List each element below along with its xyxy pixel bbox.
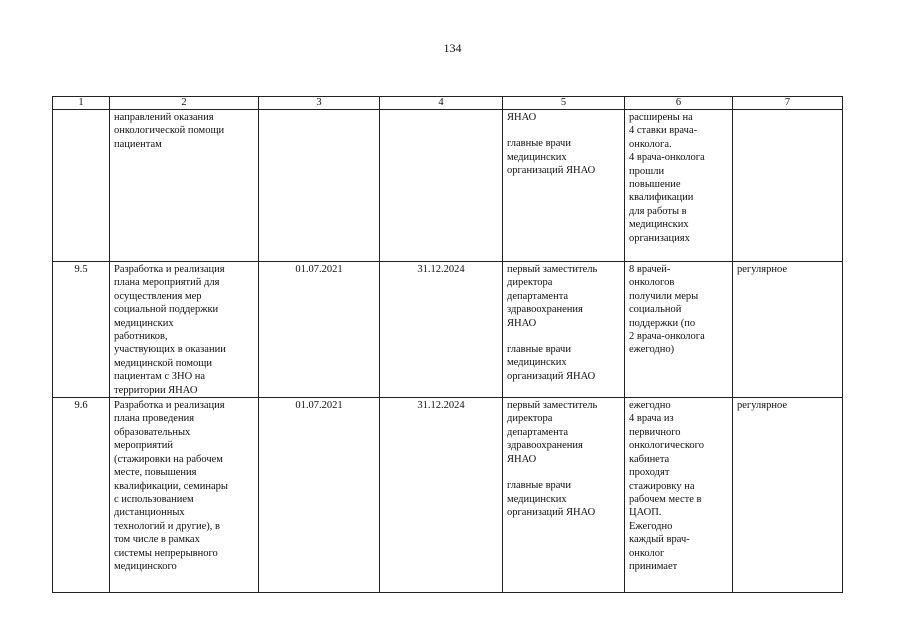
column-header-3: 3 <box>259 97 380 110</box>
end-date-cell <box>380 110 503 262</box>
activity-cell <box>110 110 259 262</box>
result-line: проходят <box>629 467 670 479</box>
activity-line: (стажировки на рабочем <box>114 453 223 465</box>
responsible-cell <box>503 110 625 262</box>
result-line: организациях <box>629 232 690 244</box>
result-line: ЦАОП. <box>629 507 662 519</box>
responsible-line: департамента <box>507 426 569 438</box>
activity-line: социальной поддержки <box>114 304 219 316</box>
activity-cell <box>110 398 259 593</box>
result-line: повышение <box>629 179 681 191</box>
result-line: прошли <box>629 165 665 177</box>
result-line: для работы в <box>629 205 687 217</box>
responsible-line: здравоохранения <box>507 304 583 316</box>
row-number-cell: 9.6 <box>53 398 110 593</box>
table-row <box>53 110 843 262</box>
result-line: принимает <box>629 560 678 572</box>
header-row <box>53 97 843 110</box>
result-line: 8 врачей- <box>629 264 671 275</box>
activity-line: плана мероприятий для <box>114 277 220 289</box>
responsible-line: департамента <box>507 290 569 302</box>
result-line: 4 врача-онколога <box>629 152 705 164</box>
result-line: каждый врач- <box>629 534 690 546</box>
activity-line: Разработка и реализация <box>114 400 225 412</box>
type-cell <box>733 110 843 262</box>
result-cell <box>625 398 733 593</box>
activity-line: с использованием <box>114 493 194 505</box>
table-row <box>53 398 843 593</box>
activity-line: мероприятий <box>114 440 173 452</box>
activity-line: работников, <box>114 331 168 343</box>
column-header-2: 2 <box>110 97 259 110</box>
result-line: стажировку на <box>629 480 695 492</box>
result-line: онколог <box>629 547 665 559</box>
activity-line: квалификации, семинары <box>114 480 228 492</box>
table-row <box>53 262 843 398</box>
result-line: медицинских <box>629 219 689 231</box>
row-number-cell: 9.5 <box>53 262 110 398</box>
result-line: получили меры <box>629 290 699 302</box>
activity-line: Разработка и реализация <box>114 264 225 275</box>
result-cell <box>625 262 733 398</box>
result-line: онкологического <box>629 440 704 452</box>
result-line: ежегодно) <box>629 344 675 356</box>
result-line: квалификации <box>629 192 694 204</box>
activity-cell <box>110 262 259 398</box>
start-date-cell: 01.07.2021 <box>259 262 380 398</box>
result-line: расширены на <box>629 112 693 123</box>
result-line: кабинета <box>629 453 670 465</box>
responsible-line: первый заместитель <box>507 400 598 412</box>
activity-line: пациентам с ЗНО на <box>114 371 206 383</box>
activity-line: осуществления мер <box>114 290 202 302</box>
activity-line: медицинских <box>114 317 174 329</box>
responsible-line: медицинских <box>507 493 567 505</box>
result-line: Ежегодно <box>629 520 673 532</box>
activity-line: технологий и другие), в <box>114 520 220 532</box>
activity-line: месте, повышения <box>114 467 197 479</box>
responsible-cell <box>503 398 625 593</box>
result-line: 2 врача-онколога <box>629 331 705 343</box>
result-line: социальной <box>629 304 682 316</box>
activity-line: дистанционных <box>114 507 185 519</box>
type-cell: регулярное <box>733 398 843 593</box>
responsible-line: организаций ЯНАО <box>507 370 596 382</box>
activity-line: системы непрерывного <box>114 547 218 559</box>
result-line: онколога. <box>629 138 672 150</box>
result-cell <box>625 110 733 262</box>
responsible-line: организаций ЯНАО <box>507 165 596 177</box>
responsible-line: организаций ЯНАО <box>507 506 596 518</box>
result-line: поддержки (по <box>629 317 696 329</box>
activity-line: пациентам <box>114 138 162 150</box>
result-line: первичного <box>629 426 681 438</box>
end-date-cell: 31.12.2024 <box>380 398 503 593</box>
row-number-cell <box>53 110 110 262</box>
responsible-line: ЯНАО <box>507 112 537 123</box>
column-header-7: 7 <box>733 97 843 110</box>
responsible-line: главные врачи <box>507 138 571 150</box>
column-header-6: 6 <box>625 97 733 110</box>
responsible-line: директора <box>507 413 553 425</box>
result-line: рабочем месте в <box>629 493 702 505</box>
column-header-5: 5 <box>503 97 625 110</box>
responsible-line: главные врачи <box>507 344 571 356</box>
activity-line: образовательных <box>114 426 191 438</box>
activity-line: медицинской помощи <box>114 357 212 369</box>
activity-line: том числе в рамках <box>114 534 200 546</box>
responsible-line: медицинских <box>507 151 567 163</box>
end-date-cell: 31.12.2024 <box>380 262 503 398</box>
activity-line: плана проведения <box>114 413 195 425</box>
activity-line: медицинского <box>114 560 177 572</box>
responsible-line: здравоохранения <box>507 440 583 452</box>
column-header-1: 1 <box>53 97 110 110</box>
result-line: 4 врача из <box>629 413 674 425</box>
responsible-line: медицинских <box>507 357 567 369</box>
activity-line: направлений оказания <box>114 112 214 123</box>
result-line: ежегодно <box>629 400 671 412</box>
activity-line: участвующих в оказании <box>114 344 226 356</box>
result-line: 4 ставки врача- <box>629 125 698 137</box>
start-date-cell: 01.07.2021 <box>259 398 380 593</box>
result-line: онкологов <box>629 277 675 289</box>
responsible-cell <box>503 262 625 398</box>
page-number: 134 <box>443 41 462 55</box>
responsible-line: ЯНАО <box>507 453 537 465</box>
responsible-line: главные врачи <box>507 480 571 492</box>
activity-line: онкологической помощи <box>114 125 225 137</box>
activity-line: территории ЯНАО <box>114 384 198 396</box>
column-header-4: 4 <box>380 97 503 110</box>
responsible-line: директора <box>507 277 553 289</box>
plan-table <box>52 96 843 593</box>
type-cell: регулярное <box>733 262 843 398</box>
responsible-line: первый заместитель <box>507 264 598 275</box>
responsible-line: ЯНАО <box>507 317 537 329</box>
start-date-cell <box>259 110 380 262</box>
